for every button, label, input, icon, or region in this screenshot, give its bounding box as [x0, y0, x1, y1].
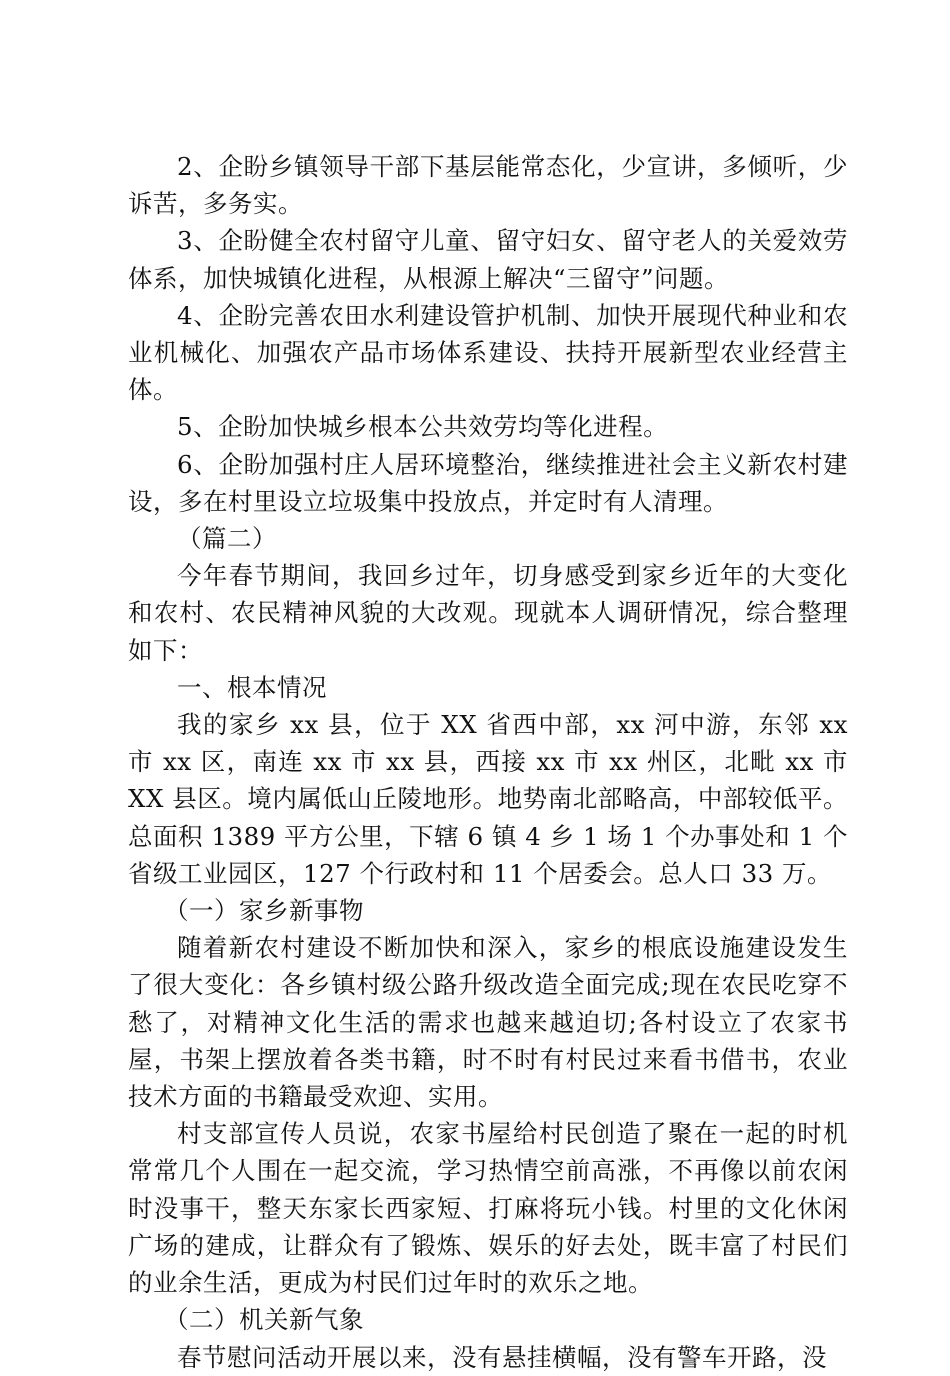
subsection-heading-new-things: （一）家乡新事物 [164, 896, 364, 926]
paragraph-agency: 春节慰问活动开展以来，没有悬挂横幅，没有警车开路，没 [177, 1342, 827, 1372]
paragraph-new-things: 随着新农村建设不断加快和深入，家乡的根底设施建设发生了很大变化：各乡镇村级公路升级改造全面完成;现在农民吃穿不愁了，对精神文化生活的需求也越来越迫切;各村设立了农家书屋，书架上摆放着各类书籍，时不时有村民过来看书借书，农业技术方面的书籍最受欢迎、实用。 [128, 933, 848, 1112]
section-heading-basic: 一、根本情况 [177, 672, 327, 702]
paragraph-intro: 今年春节期间，我回乡过年，切身感受到家乡近年的大变化和农村、农民精神风貌的大改观。现就本人调研情况，综合整理如下： [128, 561, 848, 665]
paragraph-demand-4: 4、企盼完善农田水利建设管护机制、加快开展现代种业和农业机械化、加强农产品市场体系建设、扶持开展新型农业经营主体。 [128, 300, 848, 405]
part-heading: （篇二） [177, 524, 277, 554]
paragraph-basic-info: 我的家乡 xx 县，位于 XX 省西中部，xx 河中游，东邻 xx 市 xx 区，南连 xx 市 xx 县，西接 xx 市 xx 州区，北毗 xx 市 XX 县区。境内属低山丘陵地形。地势南北部略高，中部较低平。总面积 1389 平方公里，下辖 6 镇 4 乡 1 场 1 个办事处和 1 个省级工业园区，127 个行政村和 11 个居委会。总人口 33 万。 [128, 710, 848, 888]
paragraph-demand-3: 3、企盼健全农村留守儿童、留守妇女、留守老人的关爱效劳体系，加快城镇化进程，从根源上解决“三留守”问题。 [128, 226, 848, 293]
paragraph-demand-5: 5、企盼加快城乡根本公共效劳均等化进程。 [177, 412, 669, 442]
paragraph-bookhouse: 村支部宣传人员说，农家书屋给村民创造了聚在一起的时机常常几个人围在一起交流，学习热情空前高涨，不再像以前农闲时没事干，整天东家长西家短、打麻将玩小钱。村里的文化休闲广场的建成，让群众有了锻炼、娱乐的好去处，既丰富了村民们的业余生活，更成为村民们过年时的欢乐之地。 [128, 1119, 848, 1298]
paragraph-demand-6: 6、企盼加强村庄人居环境整治，继续推进社会主义新农村建设，多在村里设立垃圾集中投放点，并定时有人清理。 [128, 449, 848, 516]
paragraph-demand-2: 2、企盼乡镇领导干部下基层能常态化，少宣讲，多倾听，少诉苦，多务实。 [128, 152, 848, 219]
document-body [128, 148, 848, 1376]
subsection-heading-agency: （二）机关新气象 [164, 1305, 364, 1335]
